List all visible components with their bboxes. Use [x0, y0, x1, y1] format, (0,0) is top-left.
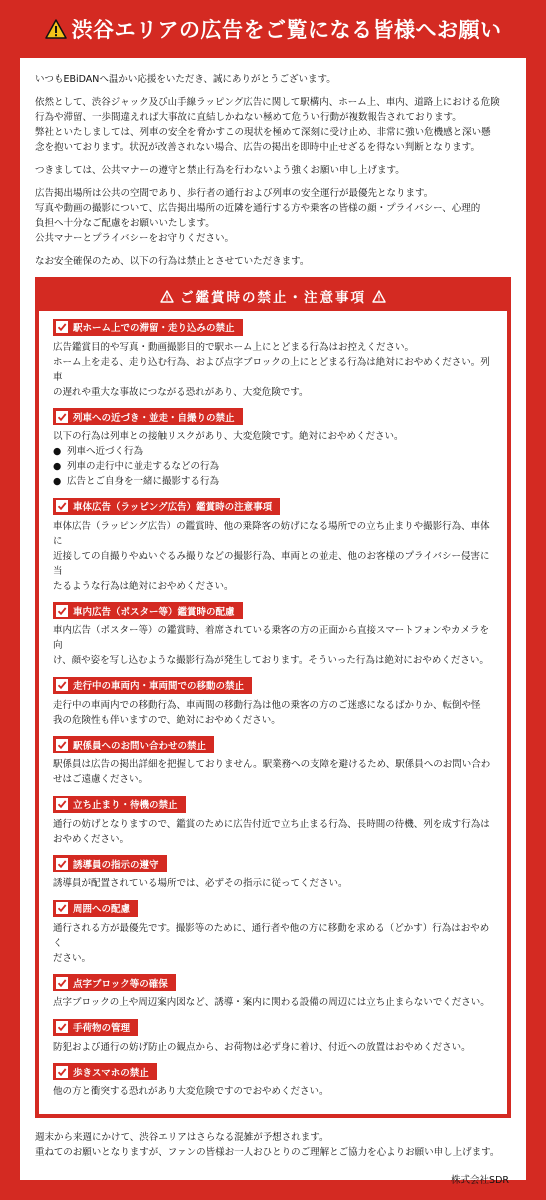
prohibition-title-badge: [53, 1019, 138, 1036]
prohibition-text: 広告鑑賞目的や写真・動画撮影目的で駅ホーム上にとどまる行為はお控えください。 ホーム上を走る、走り込む行為、および点字ブロックの上にとどまる行為は絶対におやめください。列車 の遅れや重大な事故につながる恐れがあり、大変危険です。: [53, 341, 490, 398]
prohibition-title-badge: [53, 1063, 157, 1080]
prohibitions-list: [39, 311, 507, 1114]
prohibitions-header: [39, 281, 507, 311]
prohibition-title-badge: [53, 855, 167, 872]
checkbox-checked-icon: [56, 1066, 68, 1078]
prohibition-title-badge: [53, 677, 252, 694]
prohibition-item: [53, 407, 493, 490]
prohibition-title: 駅係員へのお問い合わせの禁止: [73, 740, 207, 752]
prohibitions-title: ご鑑賞時の禁止・注意事項: [180, 290, 366, 306]
bullet-text: 列車へ近づく行為: [67, 446, 144, 457]
prohibition-item: [53, 317, 493, 400]
prohibition-title: 点字ブロック等の確保: [73, 978, 168, 990]
prohibition-item: [53, 1017, 493, 1055]
intro-paragraph: つきましては、公共マナーの遵守と禁止行為を行わないよう強くお願い申し上げます。: [35, 165, 405, 176]
intro-paragraph: なお安全確保のため、以下の行為は禁止とさせていただきます。: [35, 256, 310, 267]
prohibition-title: 歩きスマホの禁止: [73, 1067, 149, 1079]
warning-icon: [45, 19, 67, 39]
intro-paragraph: 依然として、渋谷ジャック及び山手線ラッピング広告に関して駅構内、ホーム上、車内、道路上における危険 行為や滞留、一歩間違えれば大事故に直結しかねない極めて危うい行動が複数報告されております。 弊社といたしましては、列車の安全を脅かすこの現状を極めて深刻に受け止め、非常に強い危機感と深い懸 念を抱いております。状況が改善されない場合、広告の掲出を即時中止せざるを得ない判断となります。: [35, 97, 500, 153]
prohibition-item: [53, 675, 493, 728]
prohibition-text: 通行の妨げとなりますので、鑑賞のために広告付近で立ち止まる行為、長時間の待機、列を成す行為は おやめください。: [53, 818, 490, 845]
checkbox-checked-icon: [56, 500, 68, 512]
warning-outline-icon: [372, 290, 386, 303]
prohibition-title-badge: [53, 602, 243, 619]
intro-paragraph: 広告掲出場所は公共の空間であり、歩行者の通行および列車の安全運行が最優先となります。 写真や動画の撮影について、広告掲出場所の近隣を通行する方や乗客の皆様の顔・プライバシー、心理的 負担へ十分なご配慮をお願いいたします。 公共マナーとプライバシーをお守りください。: [35, 188, 481, 244]
prohibition-title: 周囲への配慮: [73, 904, 131, 915]
company-name: 株式会社SDR: [451, 1175, 509, 1186]
bullet-item: [53, 444, 493, 459]
prohibition-item: [53, 1062, 493, 1100]
checkbox-checked-icon: [56, 411, 68, 423]
prohibition-item: [53, 735, 493, 788]
bullet-text: 列車の走行中に並走するなどの行為: [67, 461, 220, 472]
prohibition-item: [53, 854, 493, 892]
prohibition-text: 防犯および通行の妨げ防止の観点から、お荷物は必ず身に着け、付近への放置はおやめください。: [53, 1041, 471, 1053]
prohibition-title-badge: [53, 736, 214, 753]
notice-card: [20, 58, 526, 1186]
checkbox-checked-icon: [56, 739, 68, 751]
bullet-dot-icon: ●: [53, 476, 62, 487]
checkbox-checked-icon: [56, 679, 68, 691]
prohibition-text: 駅係員は広告の掲出詳細を把握しておりません。駅業務への支障を避けるため、駅係員へのお問い合わ せはご遠慮ください。: [53, 759, 491, 785]
prohibition-text: 点字ブロックの上や周辺案内図など、誘導・案内に関わる設備の周辺には立ち止まらないでください。: [53, 997, 490, 1008]
prohibition-title: 駅ホーム上での滞留・走り込みの禁止: [73, 323, 235, 334]
prohibition-title-badge: [53, 319, 243, 336]
prohibition-title-badge: [53, 974, 176, 991]
prohibition-text: 以下の行為は列車との接触リスクがあり、大変危険です。絶対におやめください。: [53, 431, 404, 442]
bullet-text: 広告とご自身を一緒に撮影する行為: [67, 476, 220, 487]
bullet-dot-icon: ●: [53, 446, 62, 457]
prohibition-title: 車内広告（ポスター等）鑑賞時の配慮: [73, 606, 235, 618]
page-title: 渋谷エリアの広告をご覧になる皆様へお願い: [71, 18, 502, 42]
prohibition-title-badge: [53, 796, 186, 813]
prohibition-text: 走行中の車両内での移動行為、車両間の移動行為は他の乗客の方のご迷惑になるばかりか、転倒や怪 我の危険性も伴いますので、絶対におやめください。: [53, 699, 481, 726]
prohibition-title-badge: [53, 498, 280, 515]
bullet-item: [53, 459, 493, 474]
prohibition-text: 通行される方が最優先です。撮影等のために、通行者や他の方に移動を求める（どかす）行為はおやめく ださい。: [53, 922, 490, 964]
prohibition-text: 誘導員が配置されている場所では、必ずその指示に従ってください。: [53, 878, 348, 889]
checkbox-checked-icon: [56, 605, 68, 617]
page-header: [0, 0, 546, 58]
checkbox-checked-icon: [56, 321, 68, 333]
prohibition-item: [53, 496, 493, 594]
prohibitions-box: [35, 277, 511, 1118]
prohibition-item: [53, 898, 493, 966]
intro-paragraph: いつもEBiDANへ温かい応援をいただき、誠にありがとうございます。: [35, 74, 336, 85]
prohibition-title-badge: [53, 900, 138, 917]
prohibition-title-badge: [53, 408, 243, 425]
checkbox-checked-icon: [56, 858, 68, 870]
closing-paragraph: 週末から来週にかけて、渋谷エリアはさらなる混雑が予想されます。 重ねてのお願いとなりますが、ファンの皆様お一人おひとりのご理解とご協力を心よりお願い申し上げます。: [35, 1132, 500, 1158]
prohibition-title: 車体広告（ラッピング広告）鑑賞時の注意事項: [73, 502, 273, 513]
checkbox-checked-icon: [56, 798, 68, 810]
checkbox-checked-icon: [56, 902, 68, 914]
prohibition-title: 列車への近づき・並走・自撮りの禁止: [73, 412, 235, 424]
bullet-dot-icon: ●: [53, 461, 62, 472]
warning-outline-icon: [160, 290, 174, 303]
prohibition-title: 立ち止まり・待機の禁止: [73, 800, 178, 811]
prohibition-title: 走行中の車両内・車両間での移動の禁止: [73, 681, 245, 692]
checkbox-checked-icon: [56, 1021, 68, 1033]
prohibition-item: [53, 794, 493, 847]
prohibition-item: [53, 601, 493, 669]
checkbox-checked-icon: [56, 977, 68, 989]
prohibition-item: [53, 973, 493, 1011]
prohibition-title: 手荷物の管理: [73, 1023, 131, 1034]
prohibition-text: 車体広告（ラッピング広告）の鑑賞時、他の乗降客の妨げになる場所での立ち止まりや撮影行為、車体に 近接しての自撮りやぬいぐるみ撮りなどの撮影行為、車両との並走、他のお客様のプライバシー侵害に当 たるような行為は絶対におやめください。: [53, 520, 490, 592]
prohibition-text: 車内広告（ポスター等）の鑑賞時、着席されている乗客の方の正面から直接スマートフォンやカメラを向 け、顔や姿を写し込むような撮影行為が発生しております。そういった行為は絶対におやめください。: [53, 625, 490, 666]
bullet-item: [53, 474, 493, 489]
prohibition-title: 誘導員の指示の遵守: [73, 859, 159, 871]
prohibition-text: 他の方と衝突する恐れがあり大変危険ですのでおやめください。: [53, 1086, 329, 1097]
